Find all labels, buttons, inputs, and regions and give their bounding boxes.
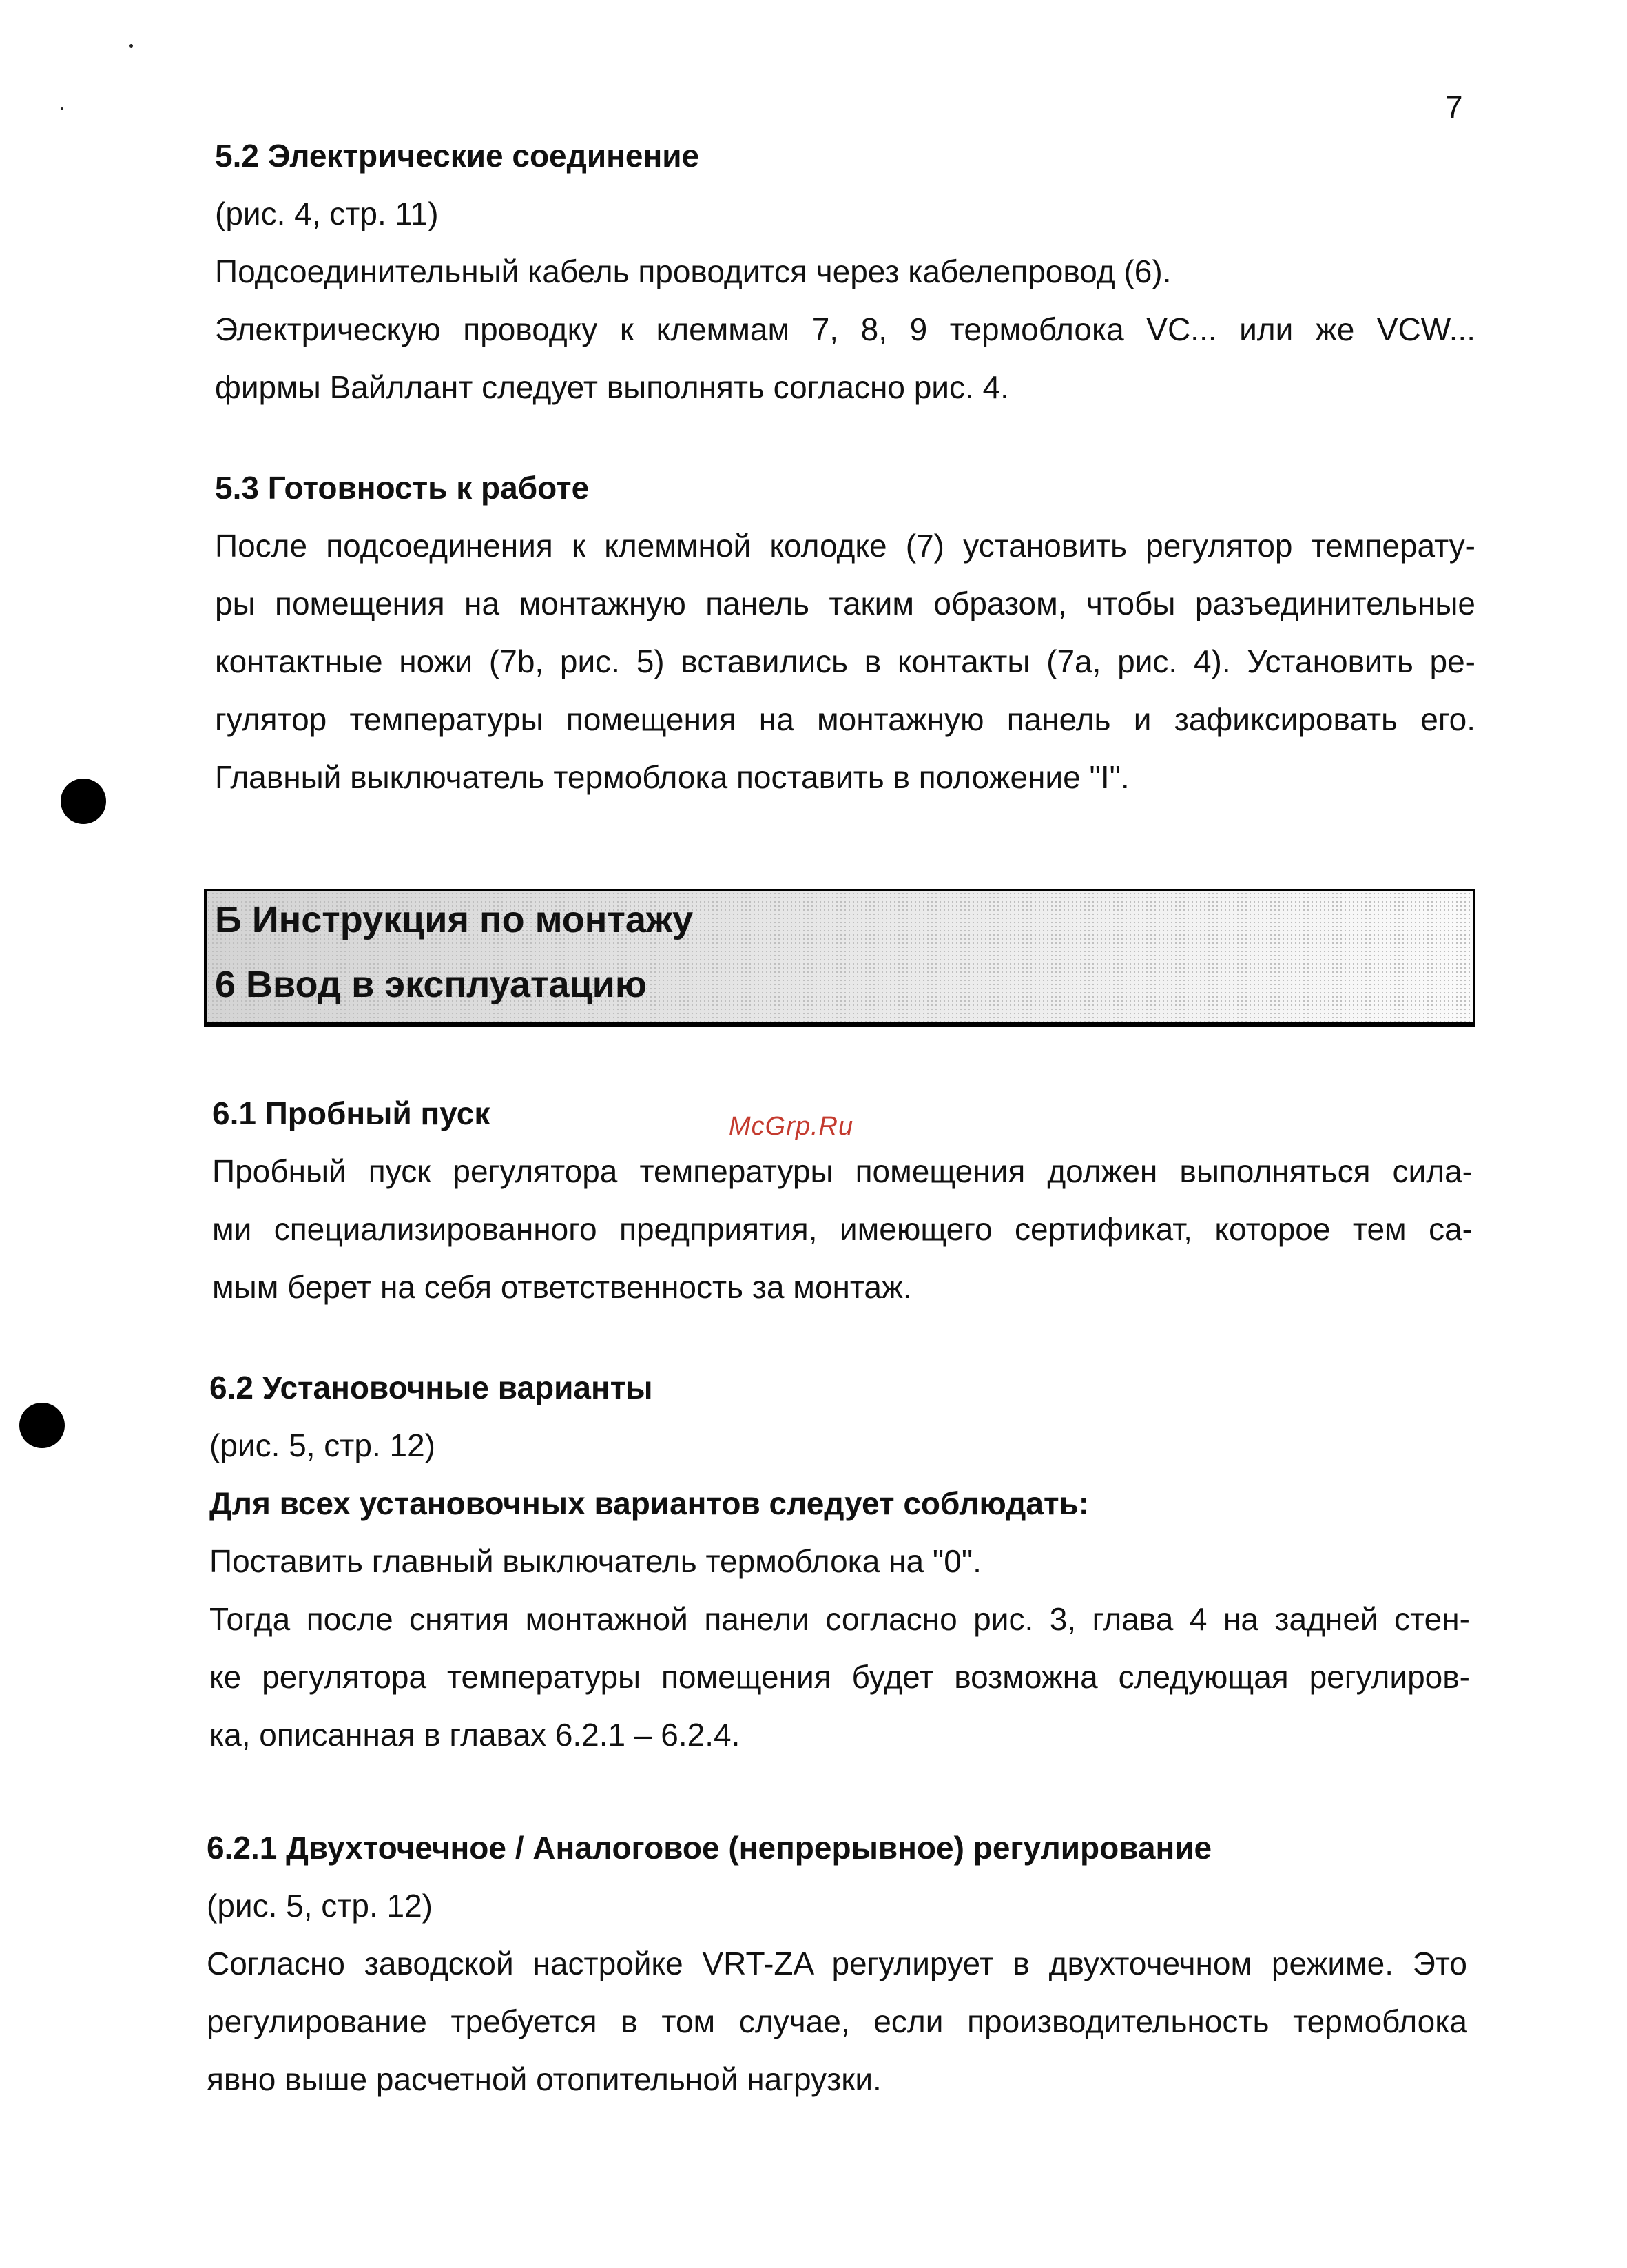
paragraph-line: ми специализированного предприятия, имеющего сертификат, которое тем са-: [212, 1211, 1473, 1247]
scan-speck: [129, 44, 133, 48]
punch-hole-mark: [19, 1403, 65, 1448]
paragraph-line: Тогда после снятия монтажной панели согласно рис. 3, глава 4 на задней стен-: [209, 1601, 1470, 1637]
paragraph-line: Пробный пуск регулятора температуры помещения должен выполняться сила-: [212, 1153, 1473, 1189]
paragraph-line: После подсоединения к клеммной колодке (7) установить регулятор температу-: [215, 528, 1475, 564]
paragraph-line: контактные ножи (7b, рис. 5) вставились в контакты (7а, рис. 4). Установить ре-: [215, 643, 1475, 679]
chapter-subtitle: 6 Ввод в эксплуатацию: [215, 964, 647, 1005]
paragraph-line: ка, описанная в главах 6.2.1 – 6.2.4.: [209, 1717, 740, 1753]
section-5-3: [215, 459, 1475, 806]
punch-hole-mark: [61, 779, 106, 824]
paragraph-line: регулирование требуется в том случае, если производительность термоблока: [207, 2003, 1467, 2039]
figure-reference: (рис. 5, стр. 12): [207, 1888, 433, 1924]
section-5-2: [215, 127, 1475, 416]
section-heading: 5.2 Электрические соединение: [215, 138, 700, 174]
watermark: McGrp.Ru: [729, 1112, 854, 1141]
paragraph-line: гулятор температуры помещения на монтажную панель и зафиксировать его.: [215, 701, 1475, 737]
paragraph-line: ры помещения на монтажную панель таким образом, чтобы разъединительные: [215, 586, 1475, 621]
section-heading: 5.3 Готовность к работе: [215, 470, 590, 506]
chapter-title: Б Инструкция по монтажу: [215, 899, 694, 940]
section-heading: 6.2.1 Двухточечное / Аналоговое (непрерывное) регулирование: [207, 1830, 1212, 1866]
paragraph-line: Подсоединительный кабель проводится через кабелепровод (6).: [215, 254, 1172, 289]
figure-reference: (рис. 5, стр. 12): [209, 1427, 435, 1463]
section-6-2-1: [207, 1819, 1467, 2108]
paragraph-line: Электрическую проводку к клеммам 7, 8, 9 термоблока VC... или же VCW...: [215, 311, 1475, 347]
figure-reference: (рис. 4, стр. 11): [215, 196, 439, 231]
note-heading: Для всех установочных вариантов следует соблюдать:: [209, 1485, 1090, 1521]
page-number: 7: [1445, 89, 1463, 125]
chapter-banner: [204, 889, 1475, 1027]
paragraph-line: Поставить главный выключатель термоблока на "0".: [209, 1543, 982, 1579]
section-heading: 6.2 Установочные варианты: [209, 1370, 653, 1405]
paragraph-line: явно выше расчетной отопительной нагрузки.: [207, 2061, 882, 2097]
paragraph-line: Согласно заводской настройке VRT-ZA регулирует в двухточечном режиме. Это: [207, 1946, 1467, 1981]
section-6-2: [209, 1359, 1470, 1764]
section-6-1: [212, 1084, 1473, 1316]
paragraph-line: фирмы Вайллант следует выполнять согласно рис. 4.: [215, 369, 1009, 405]
paragraph-line: Главный выключатель термоблока поставить в положение "I".: [215, 759, 1130, 795]
section-heading: 6.1 Пробный пуск: [212, 1095, 490, 1131]
paragraph-line: ке регулятора температуры помещения будет возможна следующая регулиров-: [209, 1659, 1470, 1695]
paragraph-line: мым берет на себя ответственность за монтаж.: [212, 1269, 912, 1305]
scan-speck: [61, 107, 63, 110]
